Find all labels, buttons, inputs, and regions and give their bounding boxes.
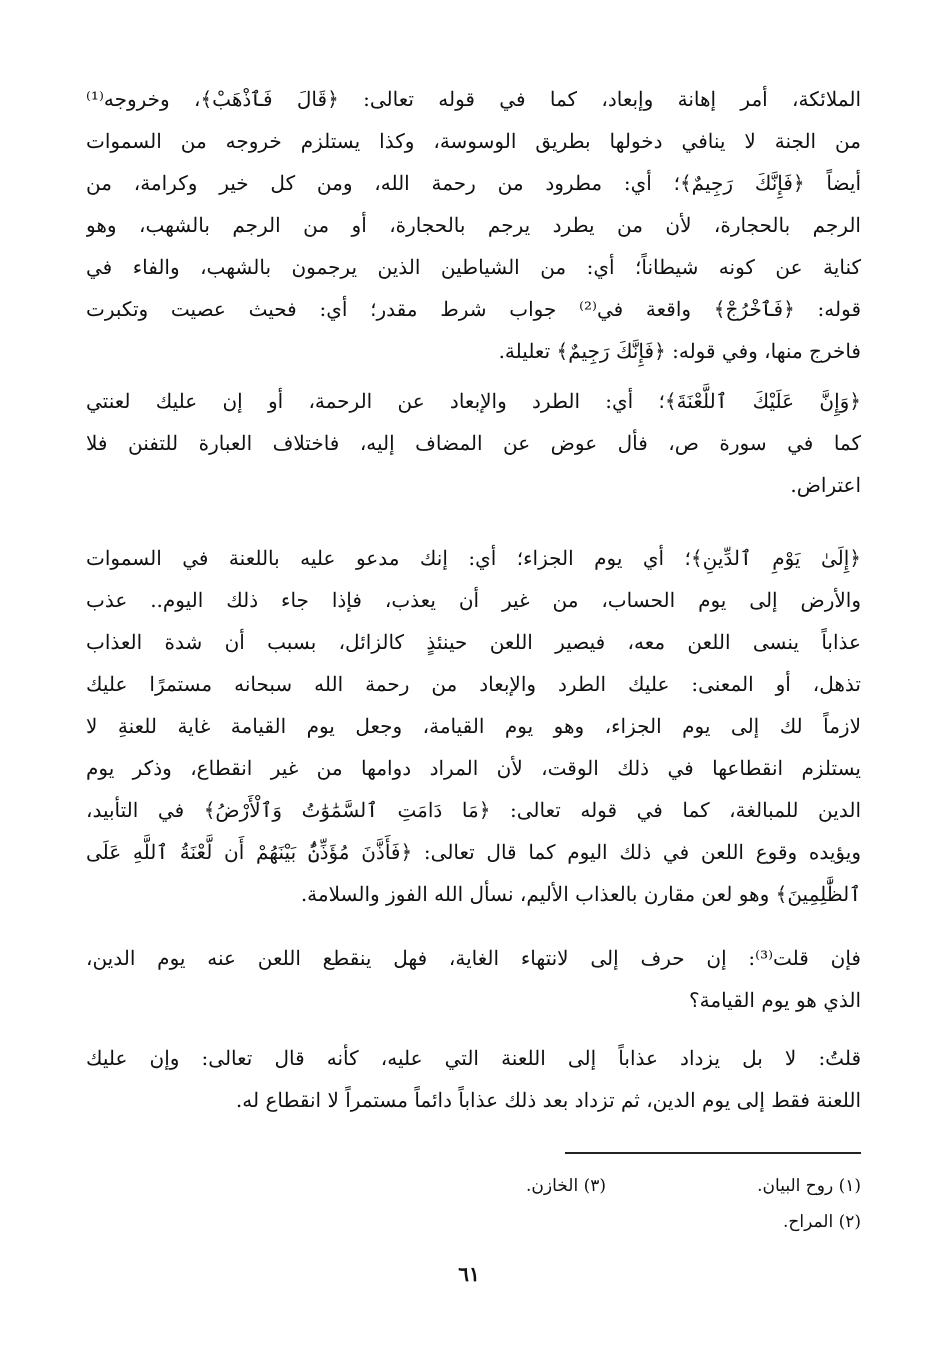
text-line: تذهل، أو المعنى: عليك الطرد والإبعاد من رحمة الله سبحانه مستمرًا عليك — [86, 672, 861, 696]
text-line: ٱلظَّٰلِمِينَ﴾ وهو لعن مقارن بالعذاب الأليم، نسأل الله الفوز والسلامة. — [300, 882, 861, 906]
text-line: اللعنة فقط إلى يوم الدين، ثم تزداد بعد ذلك عذاباً دائماً مستمراً لا انقطاع له. — [235, 1088, 861, 1112]
text-line: الملائكة، أمر إهانة وإبعاد، كما في قوله تعالى: ﴿قَالَ فَٱذْهَبْ﴾، وخروجه⁽¹⁾ — [86, 87, 861, 111]
text-line: ﴿وَإِنَّ عَلَيْكَ ٱللَّعْنَةَ﴾؛ أي: الطرد والإبعاد عن الرحمة، أو إن عليك لعنتي — [86, 389, 861, 413]
text-line: من الجنة لا ينافي دخولها بطريق الوسوسة، وكذا يستلزم خروجه من السموات — [86, 129, 861, 153]
text-line: الدين للمبالغة، كما في قوله تعالى: ﴿مَا دَامَتِ ٱلسَّمَٰوَٰتُ وَٱلْأَرْضُ﴾ في التأبيد، — [86, 798, 861, 822]
text-line: الرجم بالحجارة، لأن من يطرد يرجم بالحجارة، أو من الرجم بالشهب، وهو — [86, 213, 861, 237]
text-line: قوله: ﴿فَٱخْرُجْ﴾ واقعة في⁽²⁾ جواب شرط مقدر؛ أي: فحيث عصيت وتكبرت — [86, 297, 861, 321]
paragraph-4 — [86, 937, 861, 1021]
footnote-divider — [565, 1152, 861, 1154]
text-line: الذي هو يوم القيامة؟ — [689, 988, 861, 1012]
text-line: يستلزم انقطاعها في ذلك الوقت، لأن المراد دوامها من غير انقطاع، وذكر يوم — [86, 756, 861, 780]
footnotes — [300, 1168, 861, 1240]
paragraph-2 — [86, 380, 861, 506]
text-line: أيضاً ﴿فَإِنَّكَ رَجِيمٌ﴾؛ أي: مطرود من رحمة الله، ومن كل خير وكرامة، من — [86, 171, 861, 195]
text-line: اعتراض. — [790, 473, 861, 497]
text-line: لازماً لك إلى يوم الجزاء، وهو يوم القيامة، وجعل يوم القيامة غاية للعنةِ لا — [86, 714, 861, 738]
footnote-row — [300, 1168, 861, 1204]
footnote-3: (٣) الخازن. — [526, 1176, 606, 1196]
page-number: ٦١ — [458, 1262, 480, 1286]
text-line: فإن قلت⁽³⁾: إن حرف إلى لانتهاء الغاية، فهل ينقطع اللعن عنه يوم الدين، — [86, 946, 861, 970]
text-line: والأرض إلى يوم الحساب، من غير أن يعذب، فإذا جاء ذلك اليوم.. عذب — [86, 588, 861, 612]
text-line: ويؤيده وقوع اللعن في ذلك اليوم كما قال تعالى: ﴿فَأَذَّنَ مُؤَذِّنٌۢ بَيْنَهُمْ أَن لَّعْنَةُ ٱللَّهِ عَلَى — [86, 840, 861, 864]
text-line: كناية عن كونه شيطاناً؛ أي: من الشياطين الذين يرجمون بالشهب، والفاء في — [86, 255, 861, 279]
footnote-1: (١) روح البيان. — [757, 1176, 861, 1196]
text-line: قلتُ: لا بل يزداد عذاباً إلى اللعنة التي عليه، كأنه قال تعالى: وإن عليك — [86, 1046, 861, 1070]
text-line: كما في سورة ص، فأل عوض عن المضاف إليه، فاختلاف العبارة للتفنن فلا — [86, 431, 861, 455]
footnote-2: (٢) المراح. — [782, 1212, 861, 1232]
footnote-row — [300, 1204, 861, 1240]
text-line: فاخرج منها، وفي قوله: ﴿فَإِنَّكَ رَجِيمٌ﴾ تعليلة. — [498, 339, 861, 363]
text-line: ﴿إِلَىٰ يَوْمِ ٱلدِّينِ﴾؛ أي يوم الجزاء؛ أي: إنك مدعو عليه باللعنة في السموات — [86, 546, 861, 570]
paragraph-1 — [86, 78, 861, 372]
paragraph-3 — [86, 537, 861, 915]
text-line: عذاباً ينسى اللعن معه، فيصير اللعن حينئذٍ كالزائل، بسبب أن شدة العذاب — [86, 630, 861, 654]
paragraph-5 — [86, 1037, 861, 1121]
